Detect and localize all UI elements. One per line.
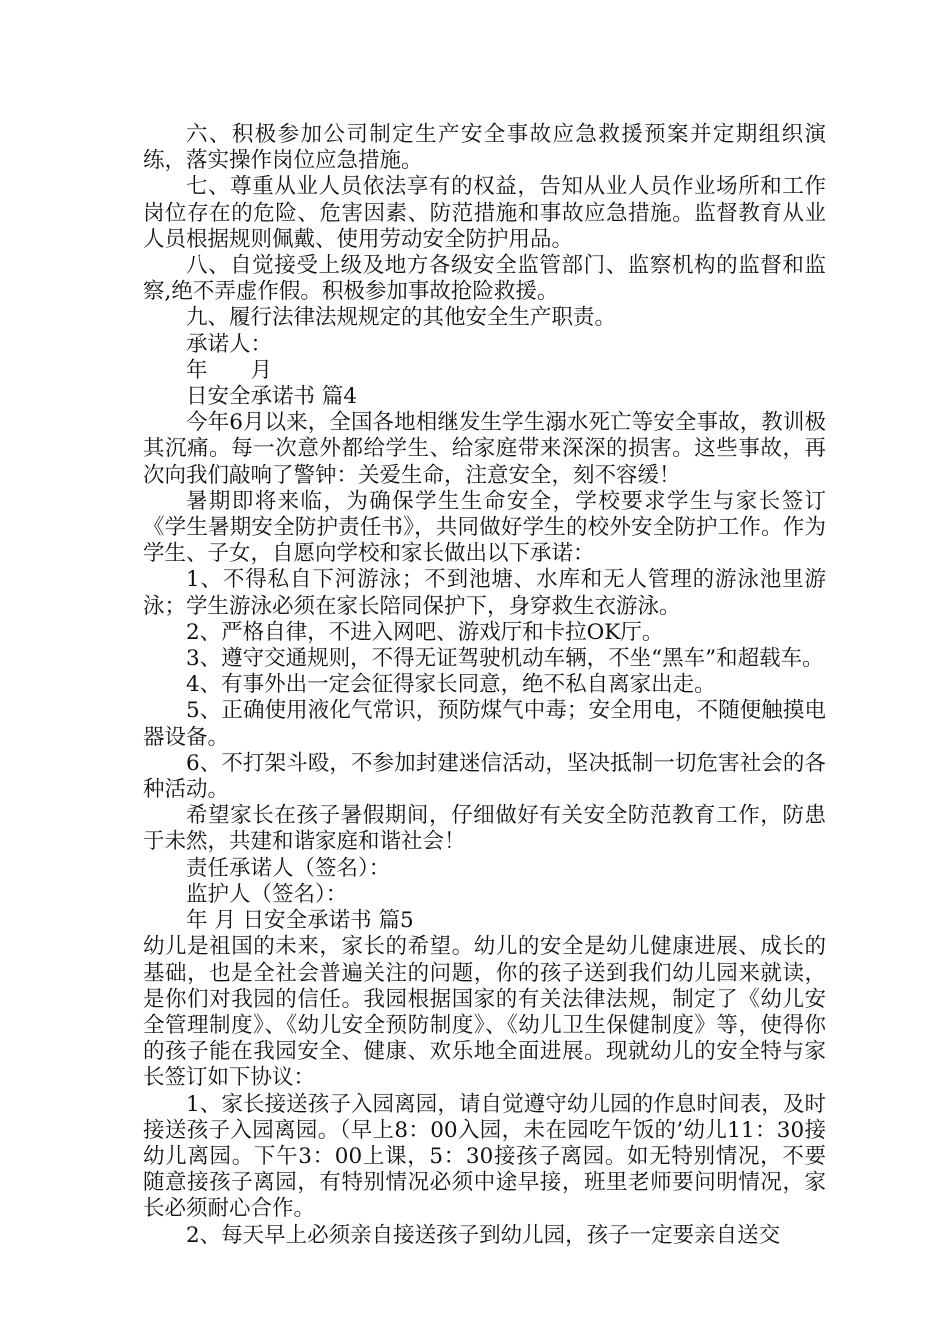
paragraph-item-9: 九、履行法律法规规定的其他安全生产职责。 xyxy=(186,305,617,331)
pledge-item-6: 6、不打架斗殴，不参加封建迷信活动，坚决抵制一切危害社会的各种活动。 xyxy=(143,750,826,803)
paragraph-item-8: 八、自觉接受上级及地方各级安全监管部门、监察机构的监督和监察,绝不弄虚作假。积极参加事故抢险救援。 xyxy=(143,253,826,305)
kindergarten-intro-paragraph: 幼儿是祖国的未来，家长的希望。幼儿的安全是幼儿健康进展、成长的基础，也是全社会普遍关注的问题，你的孩子送到我们幼儿园来就读，是你们对我园的信任。我园根据国家的有关法律法规，制定了《幼儿安全管理制度》、《幼儿安全预防制度》、《幼儿卫生保健制度》等，使得你的孩子能在我园安全、健康、欢乐地全面进展。现就幼儿的安全特与家长签订如下协议： xyxy=(143,934,826,1091)
document-body xyxy=(143,122,826,1249)
intro-paragraph: 今年6月以来，全国各地相继发生学生溺水死亡等安全事故，教训极其沉痛。每一次意外都给学生、给家庭带来深深的损害。这些事故，再次向我们敲响了警钟：关爱生命，注意安全，刻不容缓！ xyxy=(143,410,826,488)
agreement-item-1: 1、家长接送孩子入园离园，请自觉遵守幼儿园的作息时间表，及时接送孩子入园离园。（早上8：00入园，未在园吃午饭的’幼儿11：30接幼儿离园。下午3：00上课，5：30接孩子离园。如无特别情况，不要随意接孩子离园，有特别情况必须中途早接，班里老师要问明情况，家长必须耐心合作。 xyxy=(143,1091,826,1222)
pledge-item-5: 5、正确使用液化气常识，预防煤气中毒；安全用电，不随便触摸电器设备。 xyxy=(143,698,826,750)
summer-paragraph: 暑期即将来临，为确保学生生命安全，学校要求学生与家长签订《学生暑期安全防护责任书》，共同做好学生的校外安全防护工作。作为学生、子女，自愿向学校和家长做出以下承诺： xyxy=(143,488,826,567)
pledge-item-3: 3、遵守交通规则，不得无证驾驶机动车辆，不坐“黑车”和超载车。 xyxy=(186,646,824,672)
paragraph-item-7: 七、尊重从业人员依法享有的权益，告知从业人员作业场所和工作岗位存在的危险、危害因素、防范措施和事故应急措施。监督教育从业人员根据规则佩戴、使用劳动安全防护用品。 xyxy=(143,174,826,252)
promisor-line: 承诺人： xyxy=(186,331,273,357)
section-heading-5: 年 月 日安全承诺书 篇5 xyxy=(186,908,414,934)
paragraph-item-6: 六、积极参加公司制定生产安全事故应急救援预案并定期组织演练，落实操作岗位应急措施。 xyxy=(143,122,826,174)
guardian-signature-line: 监护人（签名）： xyxy=(186,881,348,907)
pledge-item-2: 2、严格自律，不进入网吧、游戏厅和卡拉OK厅。 xyxy=(186,619,664,645)
pledge-item-1: 1、不得私自下河游泳；不到池塘、水库和无人管理的游泳池里游泳；学生游泳必须在家长陪同保护下，身穿救生衣游泳。 xyxy=(143,567,826,619)
section-heading-4: 日安全承诺书 篇4 xyxy=(186,384,358,410)
pledge-item-4: 4、有事外出一定会征得家长同意，绝不私自离家出走。 xyxy=(186,672,716,698)
agreement-item-2: 2、每天早上必须亲自接送孩子到幼儿园，孩子一定要亲自送交 xyxy=(186,1222,781,1248)
date-line: 年 月 xyxy=(186,357,273,383)
responsible-signature-line: 责任承诺人（签名）： xyxy=(186,855,391,881)
closing-paragraph: 希望家长在孩子暑假期间，仔细做好有关安全防范教育工作，防患于未然，共建和谐家庭和谐社会！ xyxy=(143,803,826,855)
